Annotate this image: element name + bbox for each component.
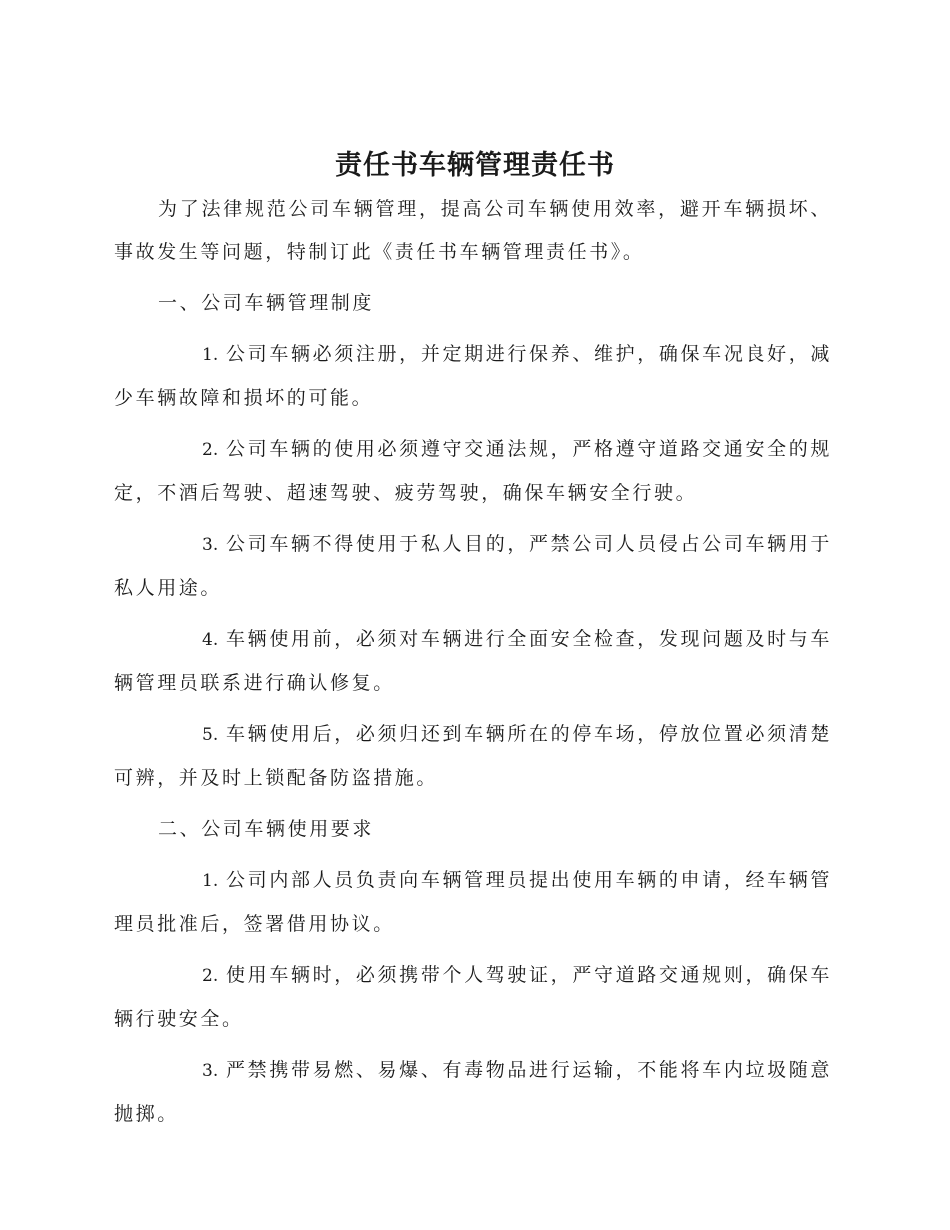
- list-item: [114, 618, 832, 705]
- list-item: [114, 859, 832, 946]
- item-number: 3.: [202, 535, 219, 555]
- item-text: 公司车辆不得使用于私人目的，严禁公司人员侵占公司车辆用于私人用途。: [114, 533, 832, 599]
- list-item: [114, 954, 832, 1041]
- list-item: [114, 333, 832, 420]
- list-item: [114, 428, 832, 515]
- item-text: 使用车辆时，必须携带个人驾驶证，严守道路交通规则，确保车辆行驶安全。: [114, 964, 832, 1030]
- item-text: 公司车辆必须注册，并定期进行保养、维护，确保车况良好，减少车辆故障和损坏的可能。: [114, 343, 832, 409]
- item-text: 车辆使用前，必须对车辆进行全面安全检查，发现问题及时与车辆管理员联系进行确认修复。: [114, 628, 832, 694]
- list-item: [114, 1049, 832, 1136]
- list-item: [114, 523, 832, 610]
- item-number: 5.: [202, 725, 219, 745]
- item-text: 公司车辆的使用必须遵守交通法规，严格遵守道路交通安全的规定，不酒后驾驶、超速驾驶、疲劳驾驶，确保车辆安全行驶。: [114, 438, 832, 504]
- document-body: [114, 188, 832, 1136]
- item-text: 严禁携带易燃、易爆、有毒物品进行运输，不能将车内垃圾随意抛掷。: [114, 1059, 832, 1125]
- item-number: 1.: [202, 871, 219, 891]
- item-number: 2.: [202, 440, 219, 460]
- item-number: 2.: [202, 966, 219, 986]
- item-text: 公司内部人员负责向车辆管理员提出使用车辆的申请，经车辆管理员批准后，签署借用协议。: [114, 869, 832, 935]
- item-number: 1.: [202, 345, 219, 365]
- item-number: 4.: [202, 630, 219, 650]
- document-title: 责任书车辆管理责任书: [335, 150, 615, 181]
- section-heading-2: 二、公司车辆使用要求: [158, 818, 375, 840]
- list-item: [114, 713, 832, 800]
- section-heading-1: 一、公司车辆管理制度: [158, 292, 375, 314]
- item-text: 车辆使用后，必须归还到车辆所在的停车场，停放位置必须清楚可辨，并及时上锁配备防盗措施。: [114, 723, 832, 789]
- intro-paragraph: 为了法律规范公司车辆管理，提高公司车辆使用效率，避开车辆损坏、事故发生等问题，特制订此《责任书车辆管理责任书》。: [114, 198, 832, 263]
- item-number: 3.: [202, 1061, 219, 1081]
